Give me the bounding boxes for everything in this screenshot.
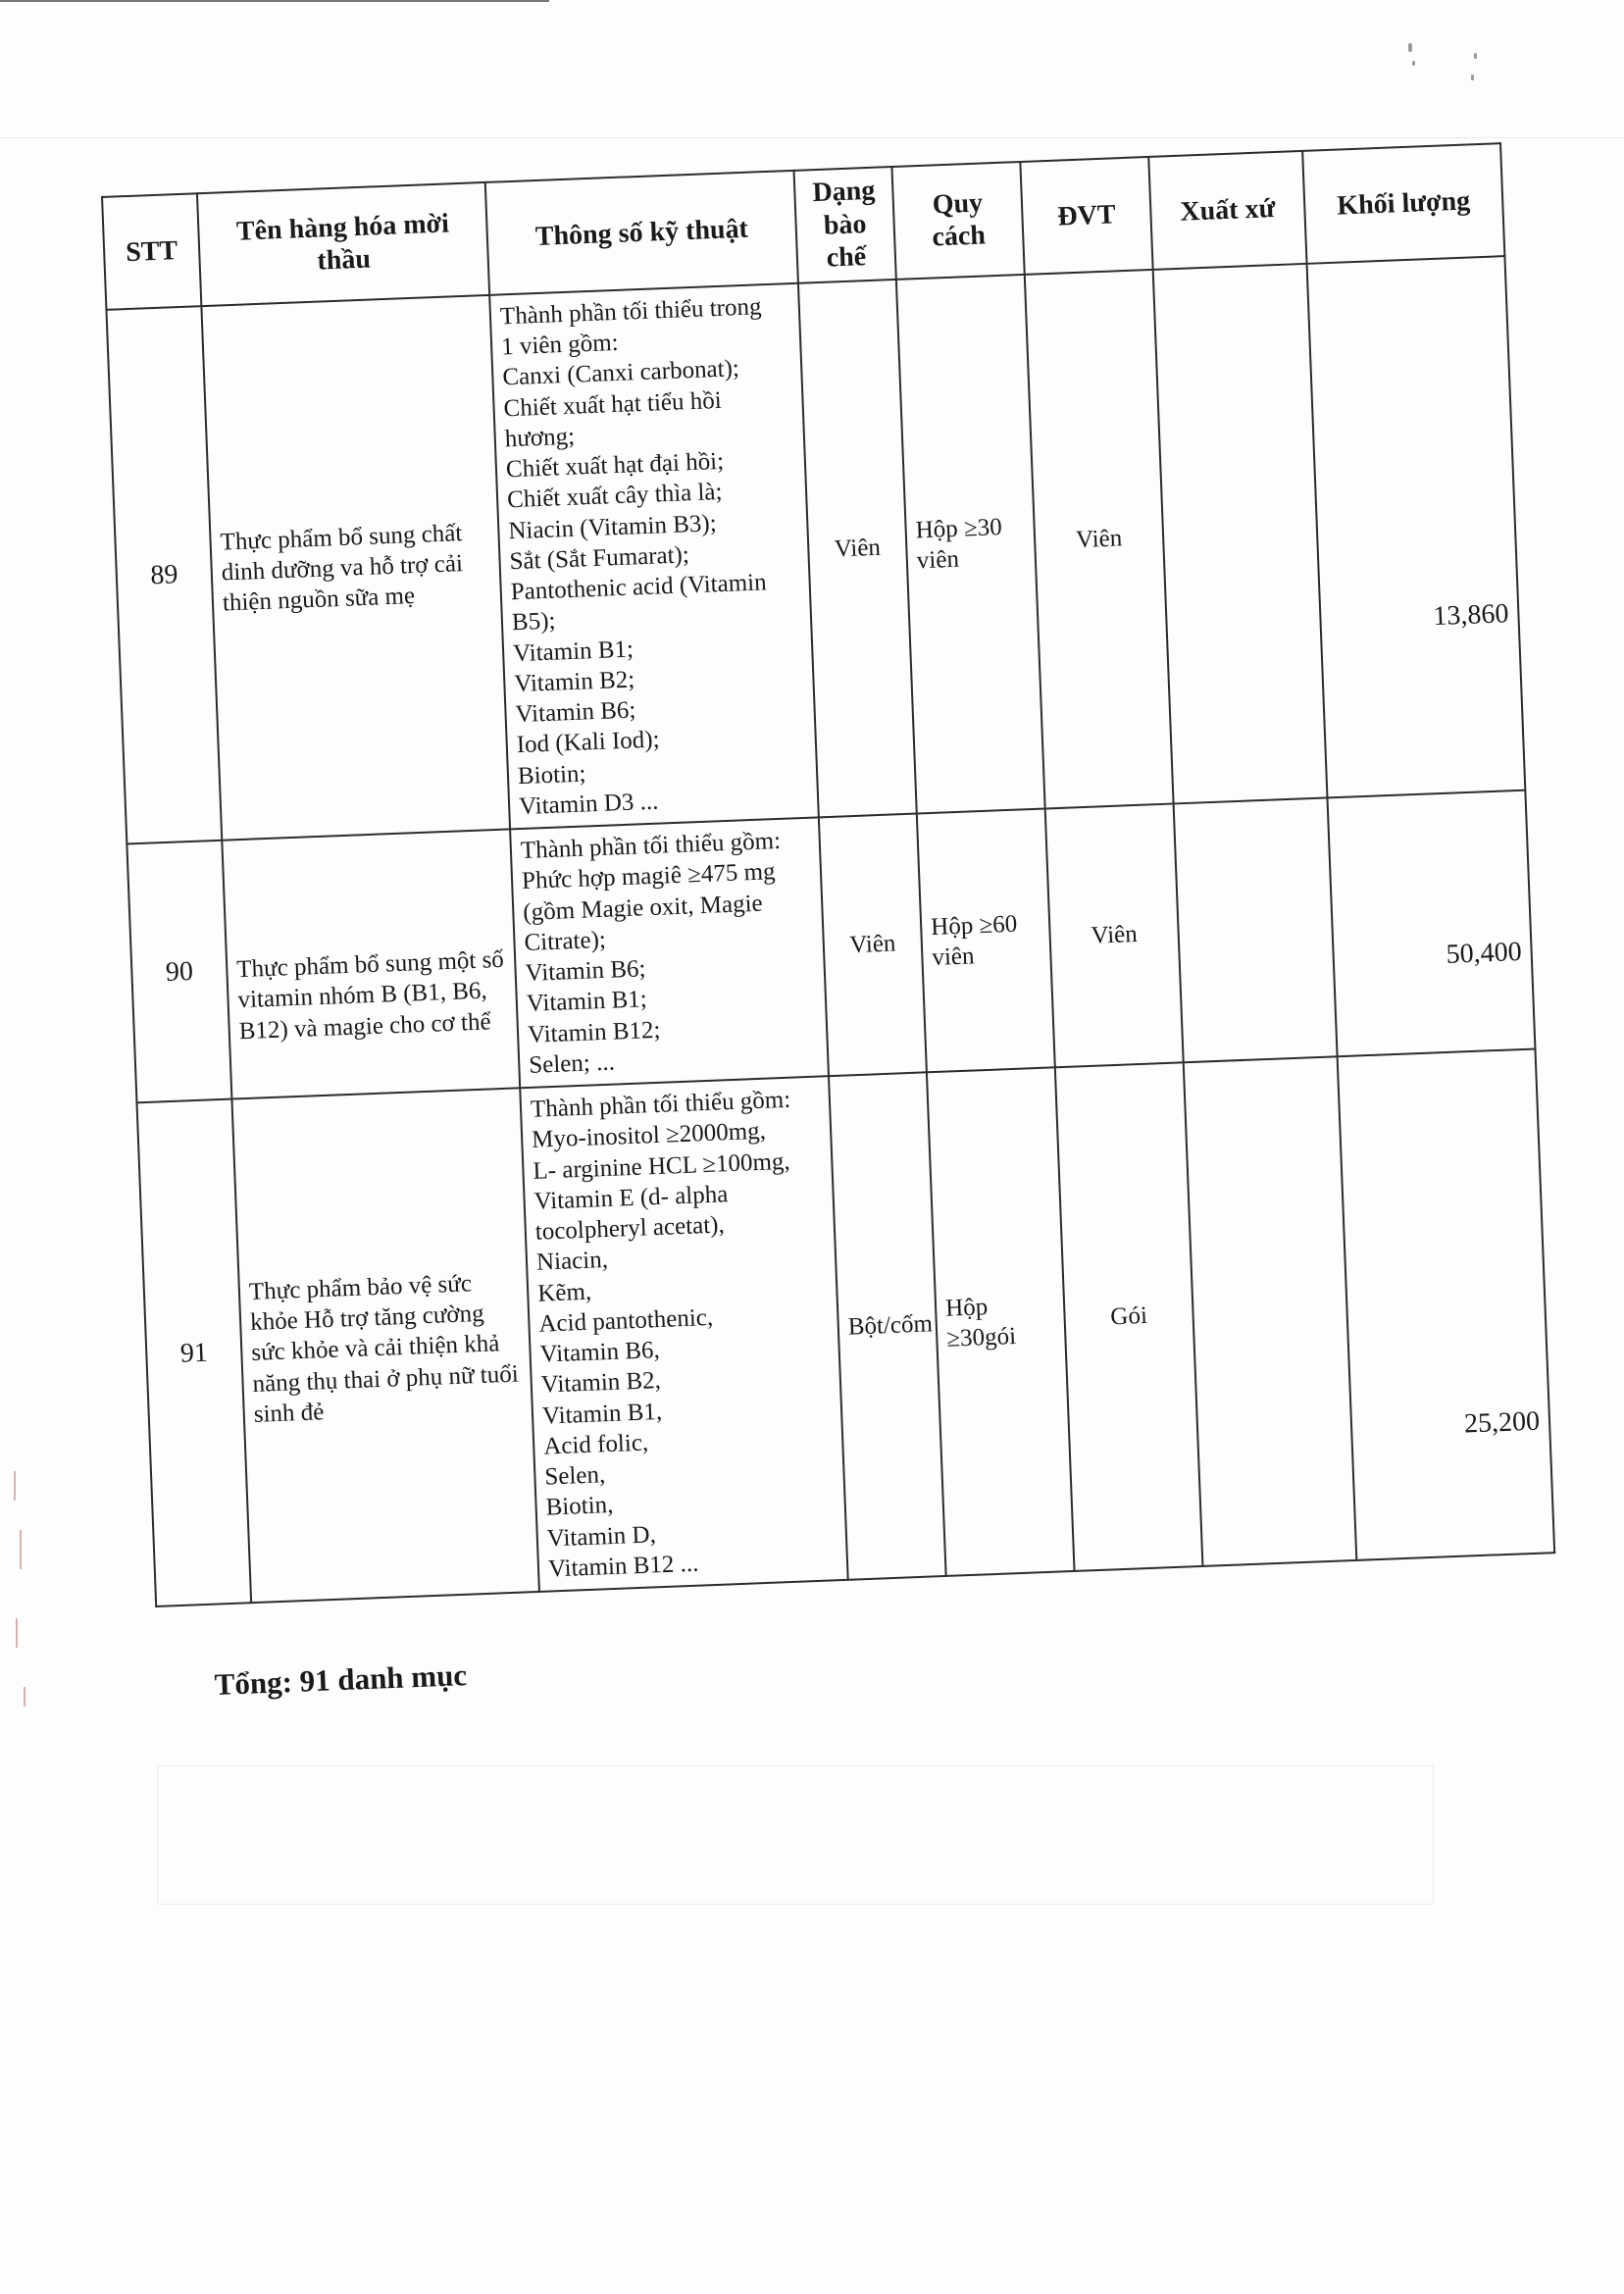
row-dosage-form: Viên [798,280,917,818]
spec-line: Vitamin B2; [513,666,635,697]
header-unit: ĐVT [1020,157,1152,275]
spec-line: Biotin, [545,1492,614,1521]
row-unit: Viên [1025,270,1174,809]
row-unit: Viên [1045,804,1184,1068]
spec-line: Phức hợp magiê ≥475 mg [521,858,777,895]
spec-line: Vitamin B12 ... [547,1550,699,1583]
bleed-through-lines [157,1765,1434,1905]
spec-line: Vitamin B1; [512,636,634,667]
spec-line: Thành phần tối thiểu gồm: [520,827,782,865]
spec-line: Acid pantothenic, [537,1303,714,1338]
spec-line: hương; [504,423,576,453]
row-technical-spec [489,283,819,830]
spec-line: Biotin; [517,759,586,790]
row-packing: Hộp ≥30gói [927,1067,1075,1576]
spec-line: Kẽm, [536,1278,592,1307]
spec-line: Citrate); [524,926,607,956]
spec-line: Vitamin B6, [539,1337,661,1368]
page-top-rule [0,0,549,2]
spec-line: Sắt (Sắt Fumarat); [509,541,690,576]
table-row [127,790,1535,1103]
row-stt: 89 [106,306,222,844]
spec-line: L- arginine HCL ≥100mg, [532,1147,791,1185]
spec-line: Iod (Kali Iod); [516,726,661,759]
header-dosage-form: Dạng bào chế [794,167,896,283]
scan-speck [1471,75,1474,80]
spec-line: Vitamin B2, [540,1367,662,1399]
spec-line: Thành phần tối thiểu trong [499,293,762,331]
spec-line: Vitamin B1; [526,986,648,1018]
spec-line: Vitamin B6; [525,955,646,987]
edge-mark [20,1530,22,1569]
spec-line: Vitamin D3 ... [518,788,659,820]
spec-line: Myo-inositol ≥2000mg, [531,1117,767,1154]
spec-line: Selen, [543,1461,606,1491]
row-quantity: 13,860 [1307,256,1526,798]
header-item-name: Tên hàng hóa mời thầu [197,182,489,306]
spec-line: Niacin (Vitamin B3); [507,509,718,544]
spec-line: Niacin, [535,1247,609,1277]
scan-speck [1412,61,1415,66]
spec-line: Vitamin B6; [515,696,636,729]
row-origin [1174,797,1338,1062]
row-technical-spec [510,817,829,1088]
bid-items-table [101,142,1555,1607]
spec-line: Selen; ... [528,1048,616,1079]
spec-line: Chiết xuất hạt đại hồi; [505,447,725,484]
spec-line: Acid folic, [542,1429,649,1460]
spec-line: Vitamin E (d- alpha [533,1181,729,1215]
spec-line: Pantothenic acid (Vitamin [510,569,768,606]
total-count: Tổng: 91 danh mục [214,1657,468,1702]
row-quantity: 25,200 [1338,1049,1555,1560]
row-unit: Gói [1055,1062,1203,1571]
bleed-through-lines [0,69,1624,138]
spec-line: Vitamin B1, [541,1398,663,1430]
spec-line: Vitamin B12; [527,1016,661,1048]
row-item-name: Thực phẩm bảo vệ sức khỏe Hỗ trợ tăng cường sức khỏe và cải thiện khả năng thụ thai ở phụ nữ tuổi sinh đẻ [231,1088,539,1603]
header-stt: STT [102,193,201,309]
row-packing: Hộp ≥60 viên [917,809,1055,1073]
spec-line: Vitamin D, [546,1520,657,1553]
row-technical-spec [520,1076,847,1592]
edge-mark [14,1471,16,1501]
row-dosage-form: Viên [819,814,927,1077]
spec-line: Chiết xuất cây thìa là; [506,479,723,514]
header-origin: Xuất xứ [1148,151,1306,270]
spec-line: B5); [511,607,556,637]
spec-line: Chiết xuất hạt tiểu hồi [503,386,723,422]
spec-line: 1 viên gồm: [500,329,620,361]
spec-line: Canxi (Canxi carbonat); [501,355,740,391]
edge-mark [16,1618,18,1648]
row-packing: Hộp ≥30 viên [896,275,1045,814]
scan-speck [1474,53,1477,59]
row-item-name: Thực phẩm bổ sung chất dinh dưỡng va hỗ trợ cải thiện nguồn sữa mẹ [201,295,510,841]
spec-line: tocolpheryl acetat), [534,1211,726,1246]
row-origin [1184,1056,1357,1566]
spec-line: Thành phần tối thiểu gồm: [530,1086,791,1123]
header-technical-spec: Thông số kỹ thuật [485,171,798,295]
header-packing: Quy cách [891,162,1024,280]
header-quantity: Khối lượng [1302,143,1504,263]
row-quantity: 50,400 [1327,790,1535,1057]
bid-items-table-wrapper [101,142,1553,1607]
edge-mark [24,1687,25,1707]
table-row [106,256,1525,844]
row-origin [1153,264,1328,804]
row-stt: 90 [127,841,231,1103]
spec-line: (gồm Magie oxit, Magie [522,890,764,926]
scan-speck [1408,43,1412,52]
table-row [137,1049,1555,1606]
row-dosage-form: Bột/cốm [829,1072,946,1579]
row-item-name: Thực phẩm bổ sung một số vitamin nhóm B (B1, B6, B12) và magie cho cơ thể [222,829,520,1098]
row-stt: 91 [137,1099,252,1606]
